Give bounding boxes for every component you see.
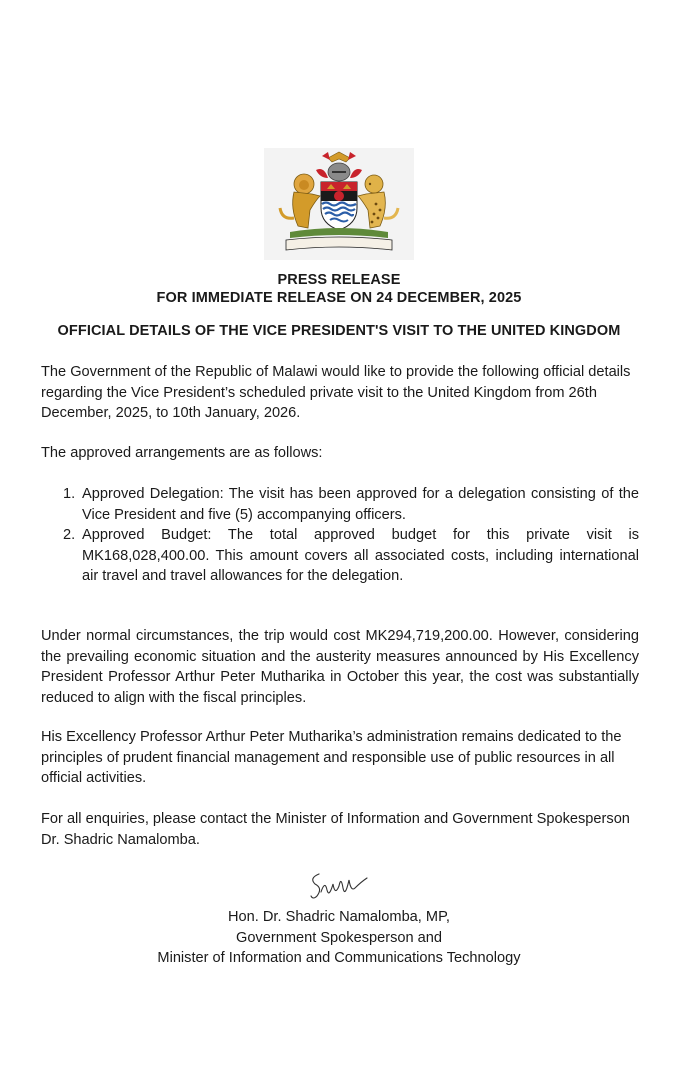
document-subject: OFFICIAL DETAILS OF THE VICE PRESIDENT'S VISIT TO THE UNITED KINGDOM [57, 323, 621, 339]
handwritten-signature [305, 866, 377, 904]
intro-paragraph: The Government of the Republic of Malawi would like to provide the following official details regarding the Vice President’s scheduled private visit to the United Kingdom from 26th December, 2025, to 10th January, 2026. [41, 364, 631, 421]
arrangements-list [41, 484, 639, 587]
signatory-name: Hon. Dr. Shadric Namalomba, MP, [228, 909, 450, 925]
list-item [41, 525, 639, 587]
signatory-role: Government Spokesperson and [235, 930, 443, 946]
list-item-number: 1. [63, 486, 76, 502]
arrangements-lead: The approved arrangements are as follows: [41, 445, 323, 461]
enquiries-paragraph: For all enquiries, please contact the Minister of Information and Government Spokesperson Dr. Shadric Namalomba. [41, 811, 630, 848]
malawi-coat-of-arms [264, 148, 414, 260]
list-item-text: Approved Budget: The total approved budget for this private visit is MK168,028,400.00. This amount covers all associated costs, including international air travel and travel allowances for the delegation. [82, 527, 639, 584]
cost-paragraph: Under normal circumstances, the trip would cost MK294,719,200.00. However, considering the prevailing economic situation and the austerity measures announced by His Excellency President Professor Arthur Peter Mutharika in October this year, the cost was substantially reduced to align with the fiscal principles. [41, 628, 639, 706]
list-item-text: Approved Delegation: The visit has been approved for a delegation consisting of the Vice President and five (5) accompanying officers. [82, 486, 639, 523]
press-release-title: PRESS RELEASE [277, 272, 401, 288]
commitment-paragraph: His Excellency Professor Arthur Peter Mutharika’s administration remains dedicated to the principles of prudent financial management and responsible use of public resources in all official activities. [41, 729, 622, 786]
list-item-number: 2. [63, 527, 76, 543]
list-item [41, 484, 639, 525]
release-date-line: FOR IMMEDIATE RELEASE ON 24 DECEMBER, 2025 [156, 290, 522, 306]
coat-of-arms-icon [264, 148, 414, 260]
signatory-ministry: Minister of Information and Communications Technology [157, 950, 521, 966]
